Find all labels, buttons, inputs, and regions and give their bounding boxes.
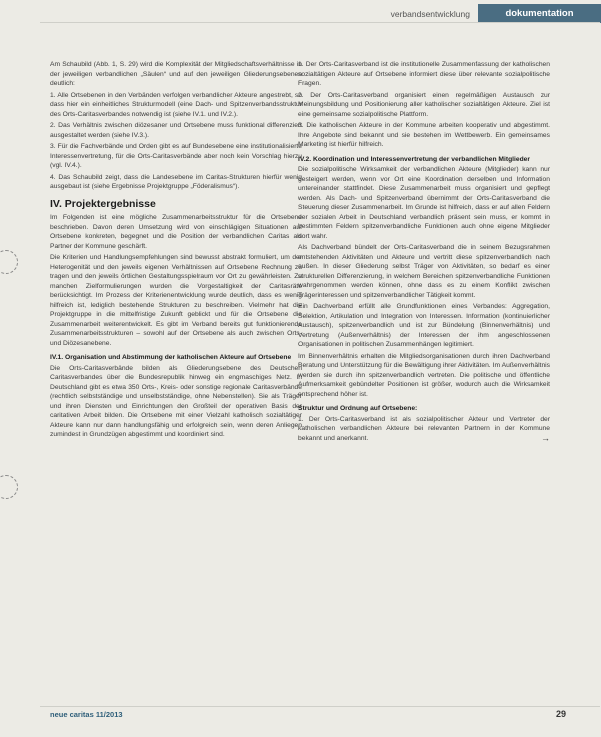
body-paragraph: Die sozialpolitische Wirksamkeit der verbandlichen Akteure (Mitglieder) kann nur gesteigert werden, wenn vor Ort eine Koordination derselben und Information untereinander stattfindet. Diese Zusammenarbeit muss organisiert und gepflegt werden. Als Dach- und Spitzenverband übernimmt der Orts-Caritasverband die Steuerung dieser Zusammenarbeit. Im Grunde ist hilfreich, dass er auf allen Feldern der sozialen Arbeit in Deutschland verbandlich präsent sein muss, er kommt in bestimmten Feldern spitzenverbandliche Funktionen auch ohne eigene Mitglieder dort wahr. <box>298 166 550 240</box>
header-rule <box>40 22 600 23</box>
binder-hole-top-icon <box>0 250 18 274</box>
page-number: 29 <box>556 709 567 719</box>
list-item: 3. Für die Fachverbände und Orden gibt es auf Bundesebene eine institutionalisierte Interessenvertretung, für die Orts-Caritasverbände aber noch kein Vorschlag hierzu (vgl. IV.4.). <box>50 143 302 169</box>
journal-name: neue caritas 11/2013 <box>50 710 123 719</box>
subsection-heading: IV.1. Organisation und Abstimmung der katholischen Akteure auf Ortsebene <box>50 354 292 361</box>
body-paragraph: Die Orts-Caritasverbände bilden als Gliederungsebene des Deutschen Caritasverbandes über die Bundesrepublik hinweg ein engmaschiges Netz. In Deutschland gibt es etwa 350 Orts-, Kreis- oder sonstige regionale Caritasverbände (rechtlich selbstständige und unselbstständige, ohne Nebenstellen). Sie als Träger und ihren Diensten und Einrichtungen den Großteil der operativen Basis der caritativen Arbeit bilden. Die Ortsebene mit einer Vielzahl katholisch sozialtätiger Akteure kann nur dann handlungsfähig und erfolgreich sein, wenn deren Anliegen zumindest in Grundzügen abgestimmt und koordiniert sind. <box>50 364 302 438</box>
continue-arrow-icon: → <box>541 432 550 443</box>
intro-paragraph: Am Schaubild (Abb. 1, S. 29) wird die Komplexität der Mitgliedschaftsverhältnisse in der jeweiligen verbandlichen „Säulen“ und auf den jeweiligen Gliederungsebenen deutlich: <box>50 61 302 87</box>
list-item: 2. Der Orts-Caritasverband organisiert einen regelmäßigen Austausch zur Meinungsbildung und Positionierung aller katholischer sozialtätigen Akteure. Ziel ist eine gemeinsame sozialpolitische Plattform. <box>298 91 550 118</box>
right-column <box>298 60 550 445</box>
left-column <box>50 60 302 442</box>
binder-hole-bottom-icon <box>0 475 18 499</box>
list-item: 1. Alle Ortsebenen in den Verbänden verfolgen verbandlicher Akteure angestrebt, so dass hier ein einheitliches Strukturmodell (eine Dach- und Spitzenverbandsstruktur des Orts-Caritasverbandes notwendig ist (siehe IV.1. und IV.2.). <box>50 91 302 118</box>
footer-rule <box>40 706 600 707</box>
section-heading: IV. Projektergebnisse <box>50 197 156 210</box>
section-label: verbandsentwicklung <box>390 9 470 19</box>
documentation-tab: dokumentation <box>478 4 601 23</box>
body-paragraph: Als Dachverband bündelt der Orts-Caritasverband die in seinem Bezugsrahmen entstehenden Aktivitäten und Akteure und vertritt diese spitzenverbandlich nach außen. In dieser Gliederung selbst Träger von Aktivitäten, so bedarf es einer strukturellen Differenzierung, in welchem Bereichen spitzenverbandliche Funktionen wahrgenommen werden können, ohne dass es zu einem Konflikt zwischen Trägerinteressen und spitzenverbandlicher Tätigkeit kommt. <box>298 244 550 299</box>
subsection-heading: IV.2. Koordination und Interessenvertretung der verbandlichen Mitglieder <box>298 155 531 163</box>
body-paragraph: Die Kriterien und Handlungsempfehlungen sind bewusst abstrakt formuliert, um der Heterogenität und den jeweils eigenen Verhältnissen auf Ortsebene Rechnung zu tragen und den jeweils örtlichen Gestaltungsspielraum vor Ort zu gewährleisten. Zu manchen Zielformulierungen wurden die Vorgestaltigkeit der Caritasräte berücksichtigt. Im Prozess der Kriterienentwicklung wurde deutlich, dass es wenig hilfreich ist, lediglich bestehende Strukturen zu beschreiben. Vielmehr hat die Projektgruppe in die mittelfristige Zukunft geblickt und für die Ortsebene die Zusammenarbeit weiterentwickelt. Es gibt im Verband bereits gut funktionierende Zusammenarbeitsstrukturen – sowohl auf der Ortsebene als auch zwischen Orts- und Diözesanebene. <box>50 254 302 347</box>
list-item: 2. Das Verhältnis zwischen diözesaner und Ortsebene muss funktional differenziert ausgestaltet werden (siehe IV.3.). <box>50 122 302 139</box>
list-item: 3. Die katholischen Akteure in der Kommune arbeiten kooperativ und abgestimmt. Ihre Angebote sind bekannt und sie bestehen im Wettbewerb. Ein gemeinsames Marketing ist hierfür hilfreich. <box>298 122 550 148</box>
body-paragraph: Im Folgenden ist eine mögliche Zusammenarbeitsstruktur für die Ortsebene beschrieben. Davon deren Umsetzung wird von einschlägigen Situationen auf Ortsebene konkreten, begegnet und die Position der verbandlichen Caritas als Partner der Kommune geschärft. <box>50 214 302 250</box>
body-paragraph: Ein Dachverband erfüllt alle Grundfunktionen eines Verbandes: Aggregation, Selektion, Artikulation und Integration von Interessen. Information (kontinuierlicher Austausch), spitzenverbandlich und ist zur Bündelung (Binnenverhältnis) und Vertretung (Außenverhältnis) der Interessen der ihm angeschlossenen Organisationen in politischen Zusammenhängen legitimiert. <box>298 303 550 348</box>
list-item-text: 1. Der Orts-Caritasverband ist als sozialpolitischer Akteur und Vertreter der katholischen verbandlichen Akteure bei relevanten Partnern in der Kommune bekannt und anerkannt. <box>298 415 550 442</box>
list-item <box>298 415 550 444</box>
subsection-heading: Struktur und Ordnung auf Ortsebene: <box>298 405 418 412</box>
list-item: 4. Das Schaubild zeigt, dass die Landesebene im Caritas-Strukturen hierfür wenig ausgebaut ist (siehe Ergebnisse Projektgruppe „Föderalismus“). <box>50 173 302 190</box>
list-item: 1. Der Orts-Caritasverband ist die institutionelle Zusammenfassung der katholischen sozialtätigen Akteure auf Ortsebene informiert diese über relevante sozialpolitische Fragen. <box>298 61 550 87</box>
body-paragraph: Im Binnenverhältnis erhalten die Mitgliedsorganisationen durch ihren Dachverband Beratung und Unterstützung für die Bewältigung ihrer Aktivitäten. Im Außenverhältnis werden sie durch ihn spitzenverbandlich vertreten. Die politische und öffentliche Aufmerksamkeit gebündelter Positionen ist größer, wodurch auch die Wirksamkeit entsprechend höher ist. <box>298 352 550 398</box>
